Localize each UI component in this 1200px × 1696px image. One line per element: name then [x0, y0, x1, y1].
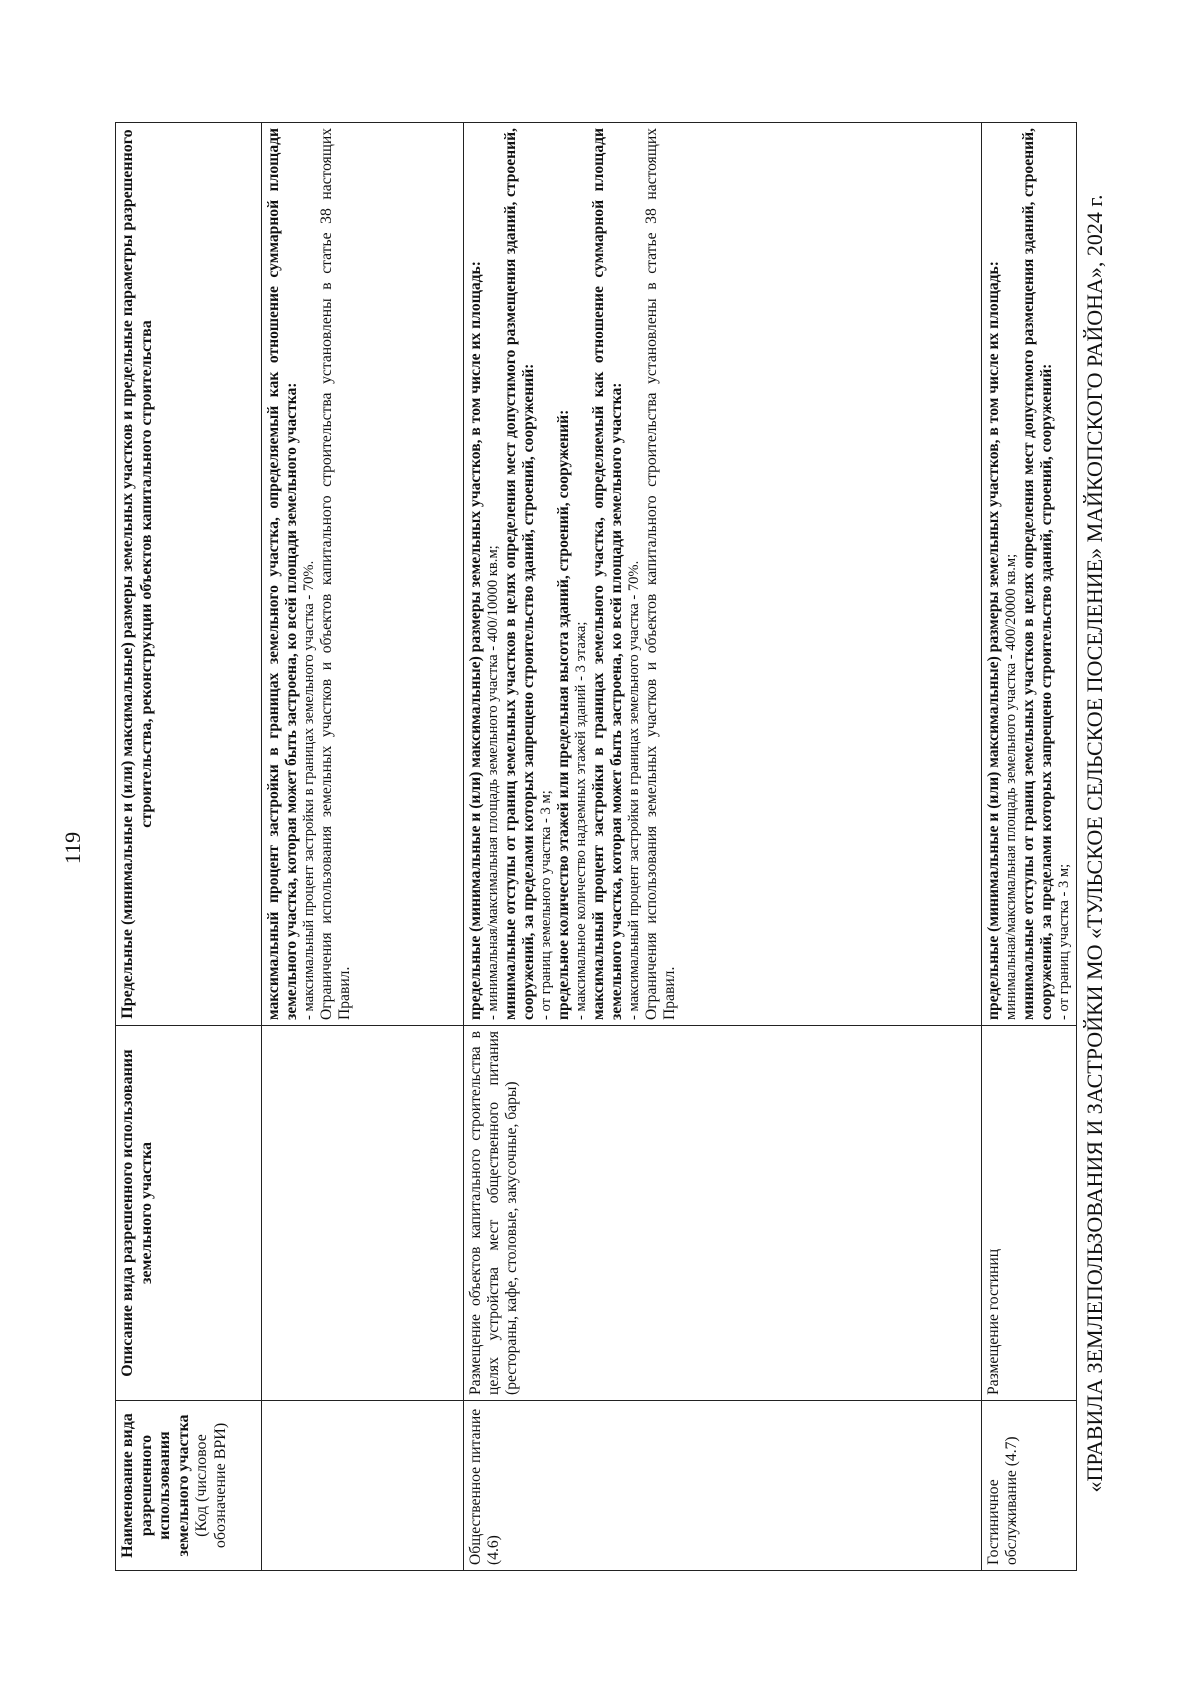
parameter-note: Ограничения использования земельных участков и объектов капитального строительства установлены в статье 38 настоящих Правил. — [643, 128, 679, 1020]
parameter-heading: предельное количество этажей или предельная высота зданий, строений, сооружений: — [555, 409, 573, 1020]
header-limit-parameters: Предельные (минимальные и (или) максимальные) размеры земельных участков и предельные параметры разрешенного строительства, реконструкции объектов капитального строительства — [116, 123, 262, 1026]
usage-name-cell: Общественное питание (4.6) — [464, 1401, 982, 1571]
header-usage-code: (Код (числовое обозначение ВРИ) — [193, 1422, 229, 1549]
parameter-value: минимальная/максимальная площадь земельного участка - 400/20000 кв.м; — [1003, 553, 1020, 1020]
parameter-value: - максимальный процент застройки в границах земельного участка - 70%. — [626, 560, 643, 1020]
usage-description-cell: Размещение гостиниц — [982, 1026, 1077, 1401]
parameter-value: - максимальный процент застройки в границах земельного участка - 70%. — [301, 560, 318, 1020]
parameter-note: Ограничения использования земельных участков и объектов капитального строительства установлены в статье 38 настоящих Правил. — [318, 128, 354, 1020]
parameter-heading: минимальные отступы от границ земельных участков в целях определения мест допустимого размещения зданий, строений, сооружений, за пределами которых запрещено строительство зданий, строений, сооружений: — [1020, 128, 1056, 1020]
table-row — [982, 123, 1077, 1571]
table-row — [262, 123, 464, 1571]
parameters-cell — [464, 123, 982, 1026]
usage-description-cell: Размещение объектов капитального строительства в целях устройства мест общественного питания (рестораны, кафе, столовые, закусочные, бары) — [464, 1026, 982, 1401]
table-header-row — [116, 123, 262, 1571]
parameters-cell — [262, 123, 464, 1026]
usage-name-cell — [262, 1401, 464, 1571]
table-row — [464, 123, 982, 1571]
parameter-heading: предельные (минимальные и (или) максимальные) размеры земельных участков, в том числе их площадь: — [467, 261, 484, 1020]
usage-description-cell — [262, 1026, 464, 1401]
header-usage-name — [116, 1401, 262, 1571]
parameter-value: - минимальная/максимальная площадь земельного участка - 400/10000 кв.м; — [485, 545, 502, 1020]
usage-name-cell: Гостиничное обслуживание (4.7) — [982, 1401, 1077, 1571]
parameter-heading: минимальные отступы от границ земельных участков в целях определения мест допустимого размещения зданий, строений, сооружений, за пределами которых запрещено строительство зданий, строений, сооружений: — [502, 128, 538, 1020]
parameter-value: - от границ участка - 3 м; — [1056, 863, 1073, 1020]
parameter-heading: максимальный процент застройки в границах земельного участка, определяемый как отношение суммарной площади земельного участка, которая может быть застроена, ко всей площади земельного участка: — [265, 128, 301, 1020]
parameter-heading: максимальный процент застройки в границах земельного участка, определяемый как отношение суммарной площади земельного участка, которая может быть застроена, ко всей площади земельного участка: — [590, 128, 626, 1020]
zoning-rules-table — [115, 122, 1077, 1571]
header-usage-description: Описание вида разрешенного использования земельного участка — [116, 1026, 262, 1401]
page-number: 119 — [60, 831, 85, 865]
parameter-value: - от границ земельного участка - 3 м; — [538, 790, 555, 1020]
document-footer: «ПРАВИЛА ЗЕМЛЕПОЛЬЗОВАНИЯ И ЗАСТРОЙКИ МО «ТУЛЬСКОЕ СЕЛЬСКОЕ ПОСЕЛЕНИЕ» МАЙКОПСКОГО РАЙОНА», 2024 г. — [1082, 194, 1107, 1493]
parameter-heading: предельные (минимальные и (или) максимальные) размеры земельных участков, в том числе их площадь: — [985, 261, 1002, 1020]
header-usage-name-main: Наименование вида разрешенного использования земельного участка — [119, 1413, 192, 1558]
parameter-value: - максимальное количество надземных этажей зданий - 3 этажа; — [573, 621, 590, 1020]
parameters-cell — [982, 123, 1077, 1026]
